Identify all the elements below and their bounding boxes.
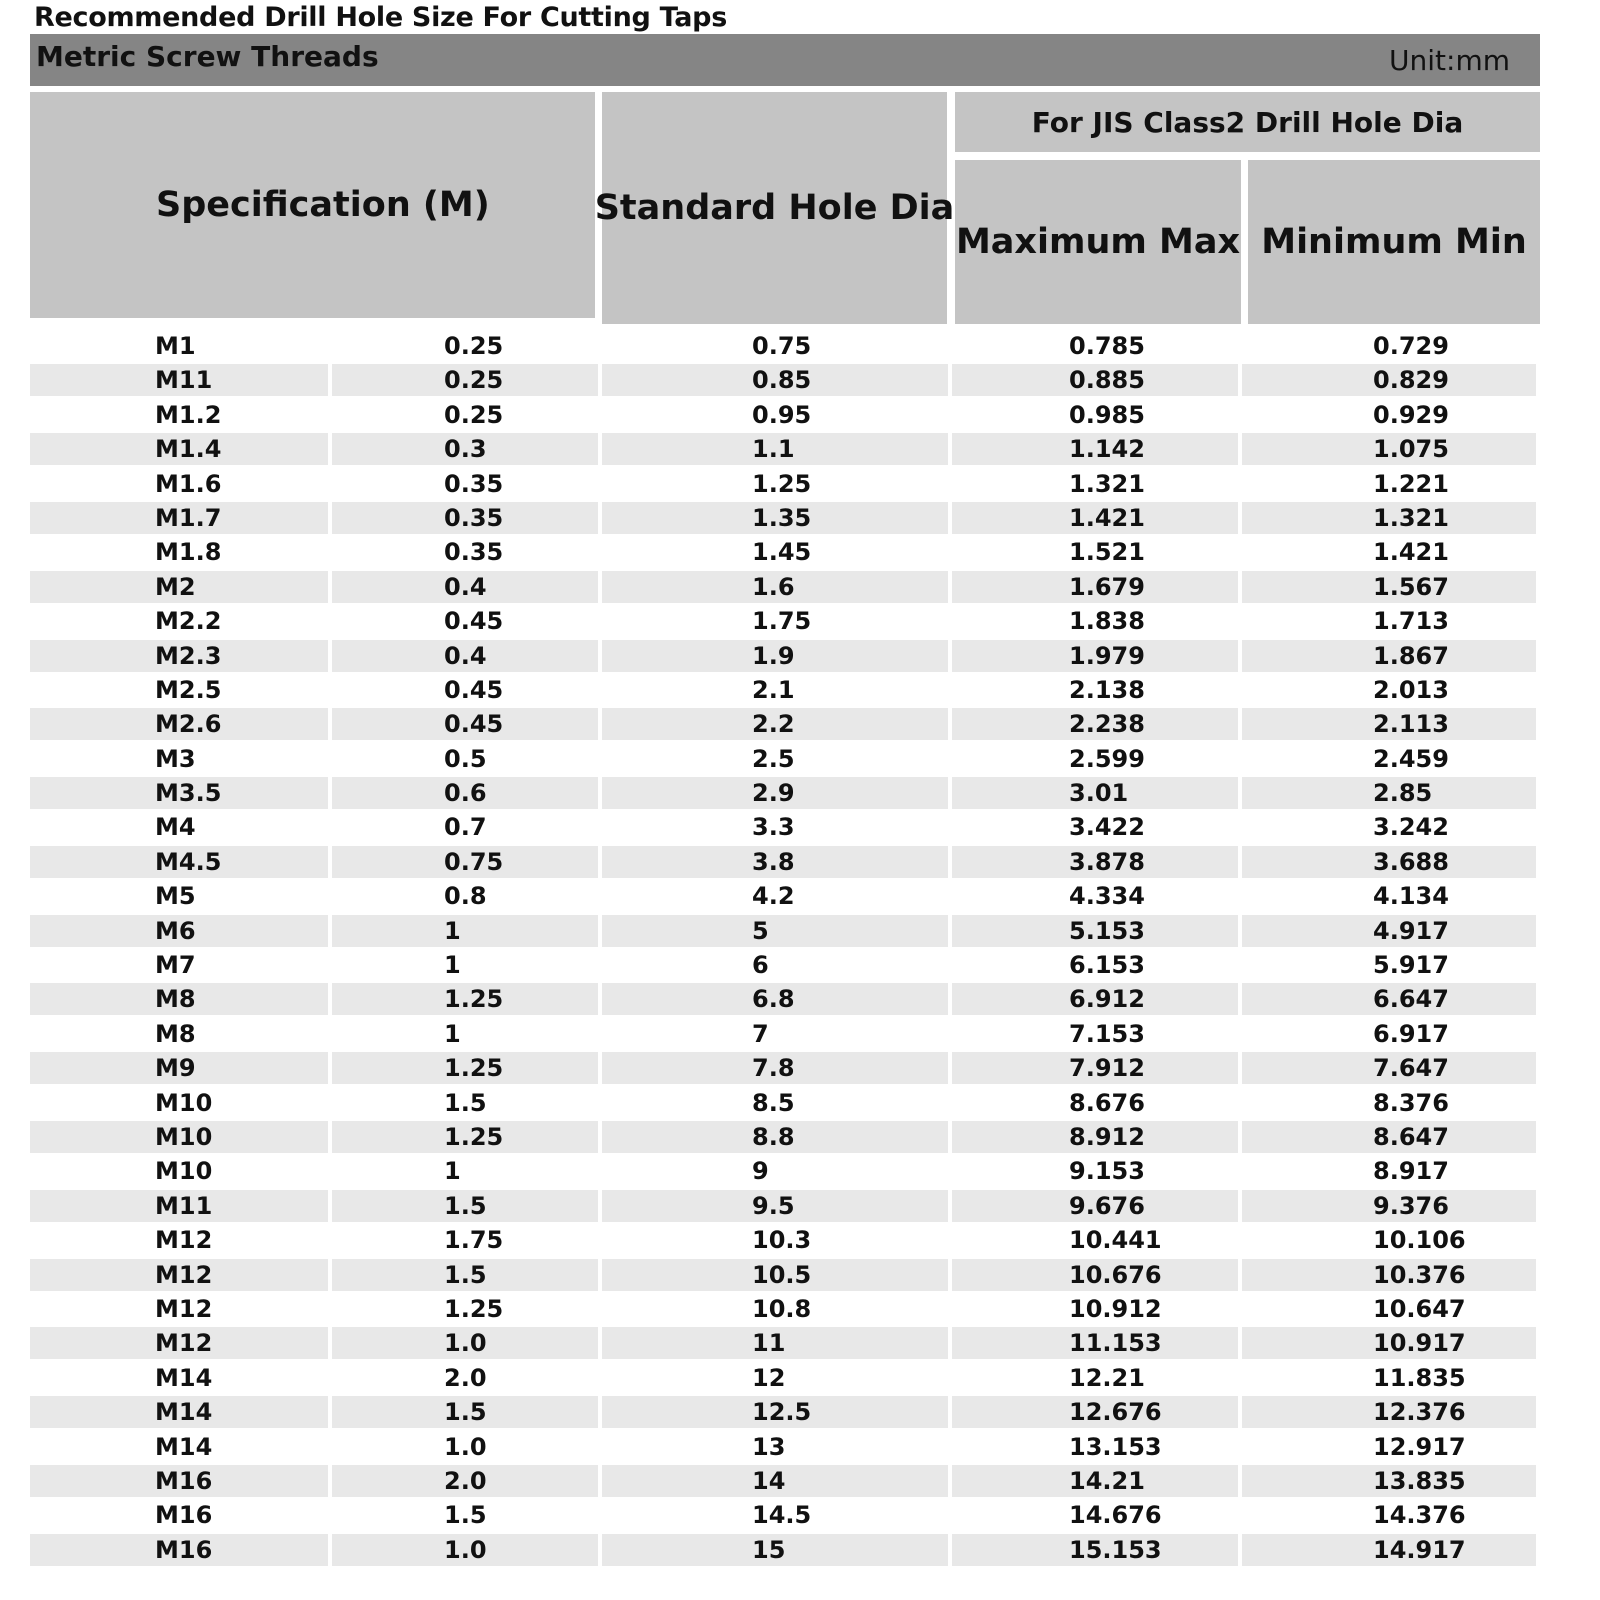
page-title: Recommended Drill Hole Size For Cutting Taps [34,2,727,33]
cell-standard-hole-dia: 1.6 [602,571,948,603]
cell-standard-hole-dia: 7.8 [602,1052,948,1084]
cell-standard-hole-dia: 9.5 [602,1190,948,1222]
cell-standard-hole-dia: 6 [752,951,769,980]
cell-standard-hole-dia: 1.45 [752,538,812,567]
header-jis-class2-drill-hole-dia: For JIS Class2 Drill Hole Dia [955,92,1540,152]
cell-pitch: 0.35 [444,469,504,498]
cell-pitch: 1.25 [332,1052,598,1084]
cell-max-dia: 1.142 [952,433,1238,465]
cell-max-dia: 10.441 [1069,1226,1162,1255]
cell-standard-hole-dia: 1.35 [602,502,948,534]
table-row [30,915,1540,949]
cell-pitch: 2.0 [332,1465,598,1497]
cell-size: M12 [155,1294,213,1323]
cell-min-dia: 11.835 [1373,1363,1466,1392]
cell-min-dia: 2.113 [1242,708,1536,740]
table-row [30,880,1540,914]
cell-max-dia: 10.676 [952,1259,1238,1291]
table-row [30,1293,1540,1327]
cell-size: M14 [155,1432,213,1461]
cell-size: M8 [155,1019,196,1048]
cell-min-dia: 1.713 [1373,607,1449,636]
cell-size: M10 [155,1157,213,1186]
cell-pitch: 1.0 [332,1327,598,1359]
cell-min-dia: 2.459 [1373,744,1449,773]
cell-max-dia: 14.676 [1069,1501,1162,1530]
table-row [30,433,1540,467]
table-row [30,1087,1540,1121]
cell-standard-hole-dia: 11 [602,1327,948,1359]
table-row [30,1396,1540,1430]
cell-standard-hole-dia: 12 [752,1363,786,1392]
cell-max-dia: 8.912 [952,1121,1238,1153]
cell-pitch: 0.7 [444,813,487,842]
cell-pitch: 0.45 [444,607,504,636]
cell-pitch: 0.8 [444,882,487,911]
cell-max-dia: 10.912 [1069,1294,1162,1323]
table-body [30,330,1540,1568]
cell-standard-hole-dia: 1.1 [602,433,948,465]
cell-standard-hole-dia: 4.2 [752,882,795,911]
cell-pitch: 1 [332,915,598,947]
cell-size: M1 [155,332,196,360]
cell-size: M1.4 [30,433,328,465]
cell-max-dia: 9.676 [952,1190,1238,1222]
unit-label: Unit:mm [1389,44,1510,77]
cell-min-dia: 4.134 [1373,882,1449,911]
cell-min-dia: 1.867 [1242,640,1536,672]
cell-max-dia: 7.912 [952,1052,1238,1084]
cell-min-dia: 14.917 [1242,1534,1536,1566]
cell-size: M5 [155,882,196,911]
cell-pitch: 0.25 [332,364,598,396]
cell-pitch: 2.0 [444,1363,487,1392]
cell-size: M7 [155,951,196,980]
cell-min-dia: 12.376 [1242,1396,1536,1428]
cell-size: M1.7 [30,502,328,534]
cell-standard-hole-dia: 10.5 [602,1259,948,1291]
cell-standard-hole-dia: 0.75 [752,332,812,360]
cell-standard-hole-dia: 14 [602,1465,948,1497]
cell-max-dia: 12.21 [1069,1363,1145,1392]
cell-min-dia: 12.917 [1373,1432,1466,1461]
cell-standard-hole-dia: 2.9 [602,777,948,809]
cell-min-dia: 9.376 [1242,1190,1536,1222]
cell-size: M4 [155,813,196,842]
cell-max-dia: 3.01 [952,777,1238,809]
cell-min-dia: 2.85 [1242,777,1536,809]
cell-pitch: 0.4 [332,640,598,672]
header-standard-hole-dia: Standard Hole Dia [602,92,947,324]
cell-size: M2 [30,571,328,603]
cell-size: M12 [30,1259,328,1291]
cell-max-dia: 1.838 [1069,607,1145,636]
cell-min-dia: 4.917 [1242,915,1536,947]
cell-max-dia: 8.676 [1069,1088,1145,1117]
cell-max-dia: 2.138 [1069,675,1145,704]
cell-max-dia: 6.912 [952,983,1238,1015]
cell-pitch: 1.5 [444,1088,487,1117]
cell-min-dia: 1.075 [1242,433,1536,465]
cell-max-dia: 4.334 [1069,882,1145,911]
cell-size: M12 [30,1327,328,1359]
table-row [30,708,1540,742]
header-minimum: Minimum Min [1248,160,1540,324]
table-row [30,1224,1540,1258]
cell-max-dia: 14.21 [952,1465,1238,1497]
table-row [30,1362,1540,1396]
cell-max-dia: 1.321 [1069,469,1145,498]
cell-max-dia: 15.153 [952,1534,1238,1566]
cell-pitch: 0.75 [332,846,598,878]
cell-size: M14 [30,1396,328,1428]
cell-min-dia: 1.321 [1242,502,1536,534]
header-specification: Specification (M) [30,92,595,318]
section-label: Metric Screw Threads [36,40,379,73]
cell-max-dia: 0.985 [1069,400,1145,429]
table-row [30,1465,1540,1499]
cell-max-dia: 11.153 [952,1327,1238,1359]
table-row [30,949,1540,983]
cell-standard-hole-dia: 0.85 [602,364,948,396]
cell-pitch: 1.5 [332,1190,598,1222]
cell-min-dia: 8.647 [1242,1121,1536,1153]
cell-min-dia: 10.376 [1242,1259,1536,1291]
cell-standard-hole-dia: 13 [752,1432,786,1461]
cell-standard-hole-dia: 2.1 [752,675,795,704]
cell-max-dia: 7.153 [1069,1019,1145,1048]
table-row [30,1190,1540,1224]
cell-min-dia: 10.917 [1242,1327,1536,1359]
cell-standard-hole-dia: 9 [752,1157,769,1186]
cell-min-dia: 8.917 [1373,1157,1449,1186]
cell-min-dia: 8.376 [1373,1088,1449,1117]
cell-min-dia: 0.929 [1373,400,1449,429]
cell-min-dia: 13.835 [1242,1465,1536,1497]
cell-standard-hole-dia: 8.5 [752,1088,795,1117]
cell-pitch: 1.5 [444,1501,487,1530]
cell-standard-hole-dia: 1.75 [752,607,812,636]
cell-standard-hole-dia: 3.3 [752,813,795,842]
cell-standard-hole-dia: 1.9 [602,640,948,672]
table-row [30,1499,1540,1533]
cell-pitch: 0.45 [332,708,598,740]
cell-max-dia: 9.153 [1069,1157,1145,1186]
table-row [30,536,1540,570]
cell-size: M3.5 [30,777,328,809]
table-row [30,846,1540,880]
cell-max-dia: 12.676 [952,1396,1238,1428]
table-row [30,1018,1540,1052]
cell-standard-hole-dia: 2.2 [602,708,948,740]
cell-pitch: 1.25 [444,1294,504,1323]
table-row [30,330,1540,364]
cell-min-dia: 1.567 [1242,571,1536,603]
cell-min-dia: 1.221 [1373,469,1449,498]
cell-max-dia: 3.422 [1069,813,1145,842]
cell-pitch: 1.0 [444,1432,487,1461]
cell-size: M4.5 [30,846,328,878]
cell-size: M2.2 [155,607,222,636]
cell-min-dia: 10.106 [1373,1226,1466,1255]
table-row [30,674,1540,708]
cell-size: M1.2 [155,400,222,429]
cell-max-dia: 1.521 [1069,538,1145,567]
cell-size: M8 [30,983,328,1015]
cell-min-dia: 0.829 [1242,364,1536,396]
table-row [30,743,1540,777]
table-row [30,640,1540,674]
cell-max-dia: 1.979 [952,640,1238,672]
cell-size: M2.3 [30,640,328,672]
cell-pitch: 0.5 [444,744,487,773]
cell-max-dia: 13.153 [1069,1432,1162,1461]
table-row [30,364,1540,398]
cell-max-dia: 6.153 [1069,951,1145,980]
cell-standard-hole-dia: 6.8 [602,983,948,1015]
cell-size: M9 [30,1052,328,1084]
cell-standard-hole-dia: 2.5 [752,744,795,773]
cell-max-dia: 1.421 [952,502,1238,534]
cell-pitch: 0.45 [444,675,504,704]
cell-pitch: 1.25 [332,983,598,1015]
table-row [30,1431,1540,1465]
cell-max-dia: 2.599 [1069,744,1145,773]
cell-size: M2.6 [30,708,328,740]
cell-pitch: 0.3 [332,433,598,465]
cell-pitch: 1.5 [332,1259,598,1291]
cell-size: M11 [30,364,328,396]
cell-min-dia: 3.242 [1373,813,1449,842]
cell-size: M16 [30,1465,328,1497]
cell-pitch: 0.35 [444,538,504,567]
cell-max-dia: 0.885 [952,364,1238,396]
cell-size: M14 [155,1363,213,1392]
cell-size: M12 [155,1226,213,1255]
cell-pitch: 0.25 [444,332,504,360]
cell-min-dia: 6.917 [1373,1019,1449,1048]
table-row [30,1259,1540,1293]
cell-standard-hole-dia: 10.3 [752,1226,812,1255]
cell-standard-hole-dia: 12.5 [602,1396,948,1428]
cell-max-dia: 2.238 [952,708,1238,740]
header-maximum: Maximum Max [955,160,1241,324]
cell-max-dia: 3.878 [952,846,1238,878]
cell-standard-hole-dia: 3.8 [602,846,948,878]
cell-size: M1.6 [155,469,222,498]
cell-size: M10 [155,1088,213,1117]
cell-size: M11 [30,1190,328,1222]
table-row [30,468,1540,502]
cell-size: M6 [30,915,328,947]
cell-pitch: 1 [444,1019,461,1048]
cell-pitch: 1 [444,1157,461,1186]
cell-standard-hole-dia: 8.8 [602,1121,948,1153]
table-row [30,1121,1540,1155]
cell-pitch: 0.35 [332,502,598,534]
table-row [30,605,1540,639]
cell-max-dia: 0.785 [1069,332,1145,360]
table-row [30,1534,1540,1568]
cell-pitch: 0.6 [332,777,598,809]
table-row [30,571,1540,605]
cell-min-dia: 1.421 [1373,538,1449,567]
cell-min-dia: 0.729 [1373,332,1449,360]
table-row [30,502,1540,536]
cell-min-dia: 5.917 [1373,951,1449,980]
cell-max-dia: 1.679 [952,571,1238,603]
table-row [30,1327,1540,1361]
table-row [30,983,1540,1017]
table-row [30,777,1540,811]
cell-standard-hole-dia: 15 [602,1534,948,1566]
cell-min-dia: 14.376 [1373,1501,1466,1530]
cell-min-dia: 7.647 [1242,1052,1536,1084]
cell-min-dia: 10.647 [1373,1294,1466,1323]
cell-pitch: 0.4 [332,571,598,603]
table-row [30,811,1540,845]
cell-standard-hole-dia: 7 [752,1019,769,1048]
cell-min-dia: 6.647 [1242,983,1536,1015]
cell-size: M3 [155,744,196,773]
cell-standard-hole-dia: 14.5 [752,1501,812,1530]
cell-standard-hole-dia: 10.8 [752,1294,812,1323]
cell-size: M10 [30,1121,328,1153]
cell-pitch: 1.0 [332,1534,598,1566]
cell-pitch: 1.25 [332,1121,598,1153]
cell-pitch: 1 [444,951,461,980]
cell-min-dia: 2.013 [1373,675,1449,704]
cell-standard-hole-dia: 0.95 [752,400,812,429]
cell-size: M2.5 [155,675,222,704]
cell-min-dia: 3.688 [1242,846,1536,878]
cell-size: M16 [155,1501,213,1530]
cell-size: M1.8 [155,538,222,567]
table-row [30,1155,1540,1189]
section-header-band [30,34,1540,86]
cell-standard-hole-dia: 1.25 [752,469,812,498]
table-row [30,399,1540,433]
cell-pitch: 0.25 [444,400,504,429]
cell-pitch: 1.5 [332,1396,598,1428]
cell-standard-hole-dia: 5 [602,915,948,947]
table-row [30,1052,1540,1086]
cell-max-dia: 5.153 [952,915,1238,947]
cell-size: M16 [30,1534,328,1566]
cell-pitch: 1.75 [444,1226,504,1255]
